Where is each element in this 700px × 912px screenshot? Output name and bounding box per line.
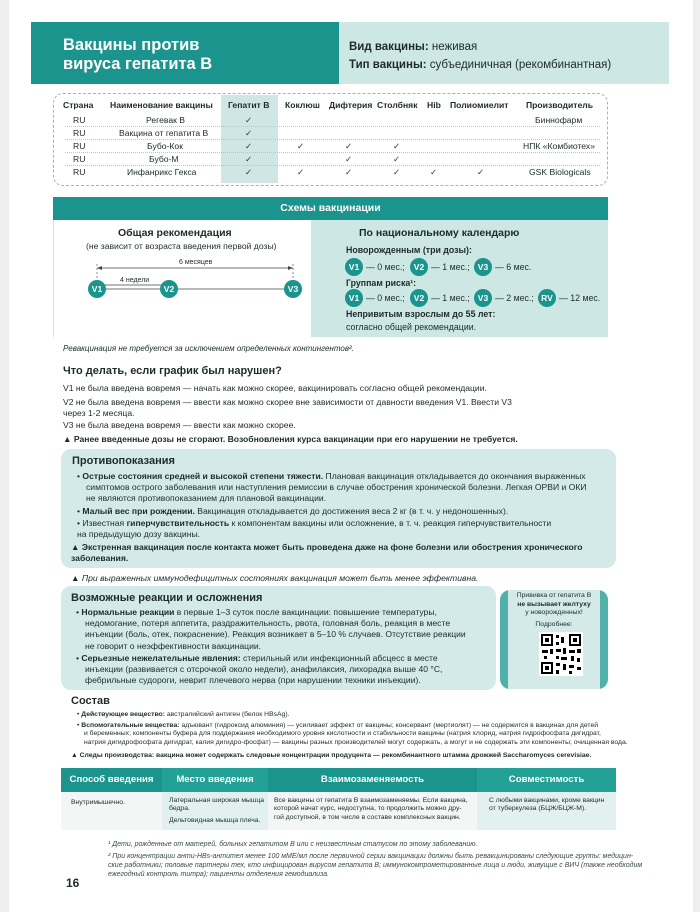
title-banner <box>31 22 339 84</box>
reactions-normal: • Нормальные реакции в первые 1–3 суток после вакцинации: повышение температуры, недомогание, потеря аппетита, раздражительность, рвота, головная боль, реакция в месте инъекции (боль, отек, покраснение). Реакция возникает в 5–10 % случаев. Отсутствие реакции не говорит о неэффективности вакцинации. <box>76 607 466 651</box>
col-interchangeability: Взаимозаменяемость <box>268 768 477 792</box>
risk-groups-label: Группам риска¹: <box>346 278 417 288</box>
composition-title: Состав <box>71 695 110 707</box>
missed-v3: V3 не была введена вовремя — ввести как можно скорее. <box>63 420 296 430</box>
missed-v1: V1 не была введена вовремя — начать как можно скорее, вакцинировать согласно общей рекомендации. <box>63 383 487 393</box>
revaccination-note: Ревакцинация не требуется за исключением определенных контингентов². <box>63 344 354 353</box>
general-title: Общая рекомендация <box>118 227 232 239</box>
missed-v2-line1: V2 не была введена вовремя — ввести как можно скорее вне зависимости от давности введения V1. Ввести V3 <box>63 397 512 407</box>
table-cell-country: RU <box>73 141 86 151</box>
reactions-serious: • Серьезные нежелательные явления: стерильный или инфекционный абсцесс в месте инъекции (развивается с отсрочкой около недели), анафилаксия, лихорадка выше 40 °С, фебрильные судороги, неврит плечевого нерва (при нарушении техники инъекции). <box>76 653 443 686</box>
col-compatibility: Совместимость <box>477 768 616 792</box>
page-number: 16 <box>66 876 80 890</box>
dose-time: — 1 мес.; <box>431 293 470 303</box>
col-name: Наименование вакцины <box>110 100 213 110</box>
contra-item-acute: • Острые состояния средней и высокой степени тяжести. Плановая вакцинация откладывается до окончания выраженных симптомов острого заболевания или наступления ремиссии в случае обострения хронической болезни. Легкая ОРВИ и ОКИ не являются противопоказанием для плановой вакцинации. <box>77 471 587 504</box>
table-cell-country: RU <box>73 154 86 164</box>
col-manufacturer: Производитель <box>526 100 594 110</box>
composition-excipients: • Вспомогательные вещества: адъювант (гидроксид алюминия) — усиливает эффект от вакцины; консервант (мертиолят) — не содержится в вакцинах для детей и беременных; компоненты буфера для поддержания необходимого уровня кислотности и стабильности вакцины (натрия хлорид, натрия гидрофосфата дигидрат, натрия дигидрофосфата дигидрат, калия дигидро-фосфат) — вакцины разных производителей могут содержать, а могут и не содержать эти компоненты; очищенная вода. <box>77 722 628 746</box>
check-icon: ✓ <box>245 154 253 164</box>
col-route: Способ введения <box>61 768 162 792</box>
table-cell-name: Бубо-Кок <box>147 141 183 151</box>
check-icon: ✓ <box>245 167 253 177</box>
col-hib: Hib <box>427 100 441 110</box>
dose-badge-v3: V3 <box>284 280 302 298</box>
qr-card-text: Прививка от гепатита В не вызывает желтуху у новорожденных! Подробнее: <box>516 592 592 628</box>
table-cell-name: Вакцина от гепатита В <box>119 128 209 138</box>
col-polio: Полиомиелит <box>450 100 509 110</box>
footnote-1: ¹ Дети, рожденные от матерей, больных гепатитом В или с неизвестным статусом по этому заболеванию. <box>108 841 478 848</box>
reactions-title: Возможные реакции и осложнения <box>71 592 263 604</box>
col-pertussis: Коклюш <box>285 100 320 110</box>
title-line-1: Вакцины против <box>63 36 200 54</box>
title-line-2: вируса гепатита В <box>63 55 213 73</box>
contra-item-low-weight: • Малый вес при рождении. Вакцинация откладывается до достижения веса 2 кг (в т. ч. у недоношенных). <box>77 506 509 516</box>
check-icon: ✓ <box>297 141 305 151</box>
national-title: По национальному календарю <box>359 227 520 239</box>
interchangeability-value: Все вакцины от гепатита В взаимозаменяемы. Если вакцина, которой начат курс, недоступна, то продолжить можно дру- гой доступной, в том числе в составе комплексных вакцин. <box>274 797 468 821</box>
check-icon: ✓ <box>345 141 353 151</box>
check-icon: ✓ <box>430 167 438 177</box>
col-tetanus: Столбняк <box>377 100 418 110</box>
table-cell-name: Регевак В <box>146 115 185 125</box>
check-icon: ✓ <box>245 141 253 151</box>
check-icon: ✓ <box>477 167 485 177</box>
manufacturer-combiotech: НПК «Комбиотех» <box>523 141 595 151</box>
missed-v2 <box>63 397 512 419</box>
vaccine-kind: Вид вакцины: неживая <box>349 41 478 53</box>
newborns-label: Новорожденным (три дозы): <box>346 245 472 255</box>
check-icon: ✓ <box>345 167 353 177</box>
check-icon: ✓ <box>393 167 401 177</box>
compatibility-value: С любыми вакцинами, кроме вакцин от туберкулеза (БЦЖ/БЦЖ-М). <box>489 797 605 813</box>
qr-code-icon[interactable] <box>539 632 583 676</box>
missed-v2-line2: через 1-2 месяца. <box>63 408 135 419</box>
dose-badge-v1: V1 <box>345 258 363 276</box>
col-site: Место введения <box>162 768 268 792</box>
table-cell-country: RU <box>73 115 86 125</box>
table-cell-country: RU <box>73 167 86 177</box>
row-divider <box>65 165 600 166</box>
composition-active: • Действующее вещество: австралийский антиген (белок HBsAg). <box>77 711 290 718</box>
dose-badge-v2: V2 <box>410 258 428 276</box>
site-value: Латеральная широкая мышца бедра. Дельтовидная мышца плеча. <box>169 797 265 824</box>
page <box>9 0 693 912</box>
check-icon: ✓ <box>245 115 253 125</box>
check-icon: ✓ <box>393 141 401 151</box>
contra-item-hypersensitivity: • Известная гиперчувствительность к компонентам вакцины или осложнение, в т. ч. реакция гиперчувствительности на предыдущую дозу вакцины. <box>77 518 552 540</box>
footnote-2: ² При концентрации анти-HBs-антител менее 100 мМЕ/мл после первичной серии вакцинации должны быть ревакцинированы следующие группы: медицин- ские работники; половые партнеры тех, кто инфицирован вирусом гепатита В; иммунокомпрометированные лица и люди, живущие с ВИЧ (также необходим ежегодный контроль титра); пациенты отделения гемодиализа. <box>108 853 643 878</box>
check-icon: ✓ <box>245 128 253 138</box>
dose-badge-v1: V1 <box>345 289 363 307</box>
check-icon: ✓ <box>345 154 353 164</box>
arrowhead <box>288 266 293 270</box>
row-divider <box>65 152 600 153</box>
dose-time: — 0 мес.; <box>366 262 405 272</box>
dose-badge-v3: V3 <box>474 289 492 307</box>
adults-value: согласно общей рекомендации. <box>346 322 477 332</box>
table-cell-name: Инфанрикс Гекса <box>127 167 197 177</box>
manufacturer-gsk: GSK Biologicals <box>529 167 591 177</box>
dose-badge-v2: V2 <box>160 280 178 298</box>
col-hepatitis: Гепатит В <box>228 100 270 110</box>
missed-schedule-title: Что делать, если график был нарушен? <box>63 365 282 377</box>
contraindications-title: Противопоказания <box>72 455 175 467</box>
dose-badge-v1: V1 <box>88 280 106 298</box>
col-diphtheria: Дифтерия <box>329 100 373 110</box>
route-value: Внутримышечно. <box>71 799 125 806</box>
dose-time: — 12 мес. <box>559 293 601 303</box>
page-title <box>63 36 212 74</box>
vaccine-kind-panel <box>339 22 669 84</box>
general-subtitle: (не зависит от возраста введения первой дозы) <box>86 241 277 251</box>
check-icon: ✓ <box>393 154 401 164</box>
dose-badge-v3: V3 <box>474 258 492 276</box>
vaccine-type: Тип вакцины: субъединичная (рекомбинантная) <box>349 59 612 71</box>
label-6-months: 6 месяцев <box>179 259 213 266</box>
label-4-weeks: 4 недели <box>120 277 150 284</box>
adults-label: Непривитым взрослым до 55 лет: <box>346 309 496 319</box>
dose-time: — 1 мес.; <box>431 262 470 272</box>
dose-badge-v2: V2 <box>410 289 428 307</box>
dose-time: — 0 мес.; <box>366 293 405 303</box>
table-cell-name: Бубо-М <box>149 154 179 164</box>
manufacturer-binnopharm: Биннофарм <box>535 115 583 125</box>
dose-time: — 6 мес. <box>495 262 532 272</box>
contra-emergency-warning: ▲ Экстренная вакцинация после контакта может быть проведена даже на фоне болезни или обострения хронического заболевания. <box>71 542 583 564</box>
arrowhead <box>97 266 102 270</box>
row-divider <box>65 126 600 127</box>
immunodeficiency-note: ▲ При выраженных иммунодефицитных состояниях вакцинация может быть менее эффективна. <box>71 573 479 583</box>
row-divider <box>65 139 600 140</box>
schemes-header: Схемы вакцинации <box>53 197 608 220</box>
check-icon: ✓ <box>297 167 305 177</box>
missed-warning: ▲ Ранее введенные дозы не сгорают. Возобновления курса вакцинации при его нарушении не требуется. <box>63 434 518 444</box>
composition-warning: ▲ Следы производства: вакцина может содержать следовые концентрации продуцента — рекомбинантного штамма дрожжей Saccharomyces cerevisiae. <box>71 752 592 759</box>
dose-badge-rv: RV <box>538 289 556 307</box>
dose-time: — 2 мес.; <box>495 293 534 303</box>
col-country: Страна <box>63 100 94 110</box>
table-cell-country: RU <box>73 128 86 138</box>
